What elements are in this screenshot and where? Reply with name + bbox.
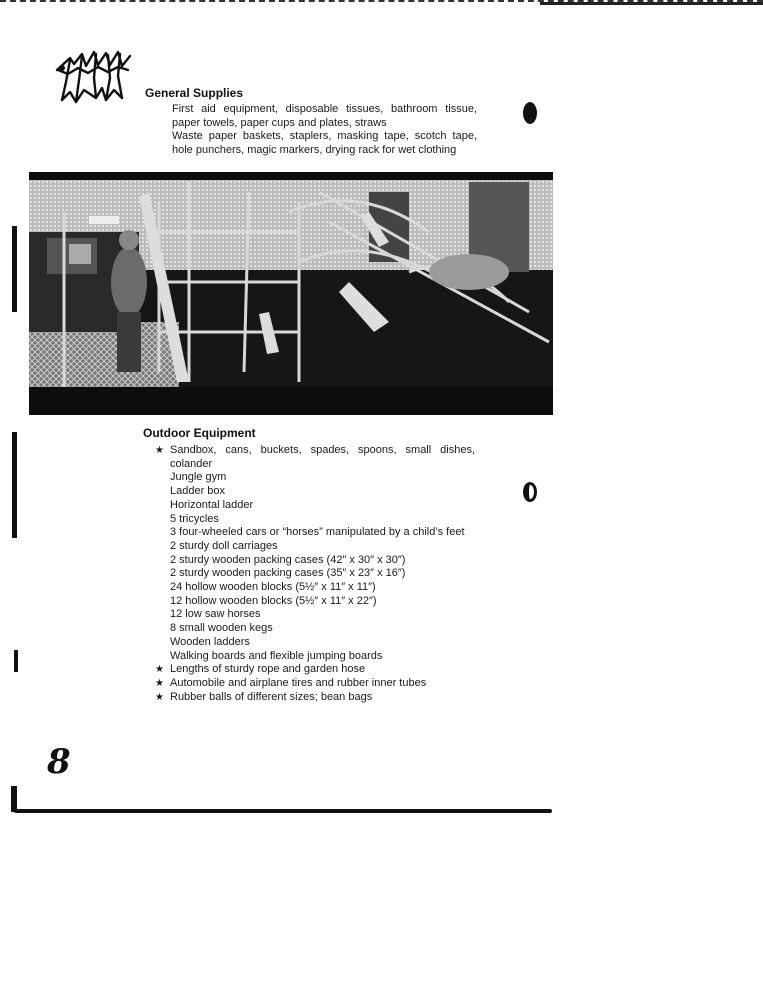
- list-item-text: 12 hollow wooden blocks (5½″ x 11″ x 22″): [170, 594, 377, 607]
- list-item-text: Sandbox, cans, buckets, spades, spoons, small dishes, colander: [170, 444, 475, 470]
- list-item: [155, 567, 475, 581]
- list-item-text: 24 hollow wooden blocks (5½″ x 11″ x 11″): [170, 581, 376, 594]
- playground-photo: [29, 172, 553, 415]
- star-icon: ★: [155, 664, 164, 676]
- list-item: [155, 677, 475, 691]
- list-item: [155, 540, 475, 554]
- page-number: 8: [47, 742, 71, 782]
- list-item: [155, 636, 475, 650]
- list-item: [155, 444, 475, 471]
- outdoor-equipment-list: [155, 444, 475, 704]
- list-item-text: 2 sturdy wooden packing cases (42″ x 30″ x 30″): [170, 553, 406, 566]
- list-item: [155, 471, 475, 485]
- binder-edge-mark: [11, 786, 17, 812]
- list-item: [155, 554, 475, 568]
- list-item: [155, 608, 475, 622]
- list-item: [155, 650, 475, 664]
- star-icon: ★: [155, 691, 164, 703]
- sketch-logo-icon: [52, 40, 134, 108]
- list-item-text: Wooden ladders: [170, 635, 250, 648]
- list-item-text: Horizontal ladder: [170, 498, 254, 511]
- binder-hole-icon: [523, 482, 537, 502]
- list-item-text: 3 four-wheeled cars or “horses” manipulated by a child’s feet: [170, 526, 465, 539]
- list-item: [155, 595, 475, 609]
- bottom-border-rule: [14, 809, 552, 813]
- list-item: [155, 691, 475, 705]
- binder-edge-mark: [14, 650, 18, 672]
- list-item-text: 5 tricycles: [170, 512, 219, 525]
- binder-hole-icon: [523, 102, 537, 124]
- list-item: [155, 499, 475, 513]
- outdoor-equipment-heading: Outdoor Equipment: [143, 426, 256, 440]
- top-border-rule-solid: [540, 2, 763, 5]
- list-item-text: Walking boards and flexible jumping boards: [170, 649, 383, 662]
- general-supplies-heading: General Supplies: [145, 86, 244, 100]
- supplies-line: First aid equipment, disposable tissues, bathroom tissue, paper towels, paper cups and plates, straws: [172, 103, 477, 129]
- list-item-text: Ladder box: [170, 485, 226, 498]
- list-item-text: Jungle gym: [170, 471, 227, 484]
- binder-edge-mark: [12, 432, 17, 538]
- list-item-text: Automobile and airplane tires and rubber inner tubes: [170, 676, 427, 689]
- supplies-line: Waste paper baskets, staplers, masking tape, scotch tape, hole punchers, magic markers, drying rack for wet clothing: [172, 130, 477, 157]
- list-item-text: Lengths of sturdy rope and garden hose: [170, 663, 366, 676]
- general-supplies-list: [172, 103, 477, 158]
- list-item-text: 12 low saw horses: [170, 608, 261, 621]
- list-item: [155, 581, 475, 595]
- list-item-text: 2 sturdy wooden packing cases (35″ x 23″ x 16″): [170, 567, 406, 580]
- star-icon: ★: [155, 445, 164, 456]
- list-item-text: Rubber balls of different sizes; bean bags: [170, 690, 373, 703]
- list-item-text: 8 small wooden kegs: [170, 622, 273, 635]
- list-item: [155, 526, 475, 540]
- list-item: [155, 485, 475, 499]
- list-item: [155, 513, 475, 527]
- list-item-text: 2 sturdy doll carriages: [170, 539, 278, 552]
- list-item: [155, 663, 475, 677]
- star-icon: ★: [155, 677, 164, 689]
- list-item: [155, 622, 475, 636]
- binder-edge-mark: [12, 226, 17, 312]
